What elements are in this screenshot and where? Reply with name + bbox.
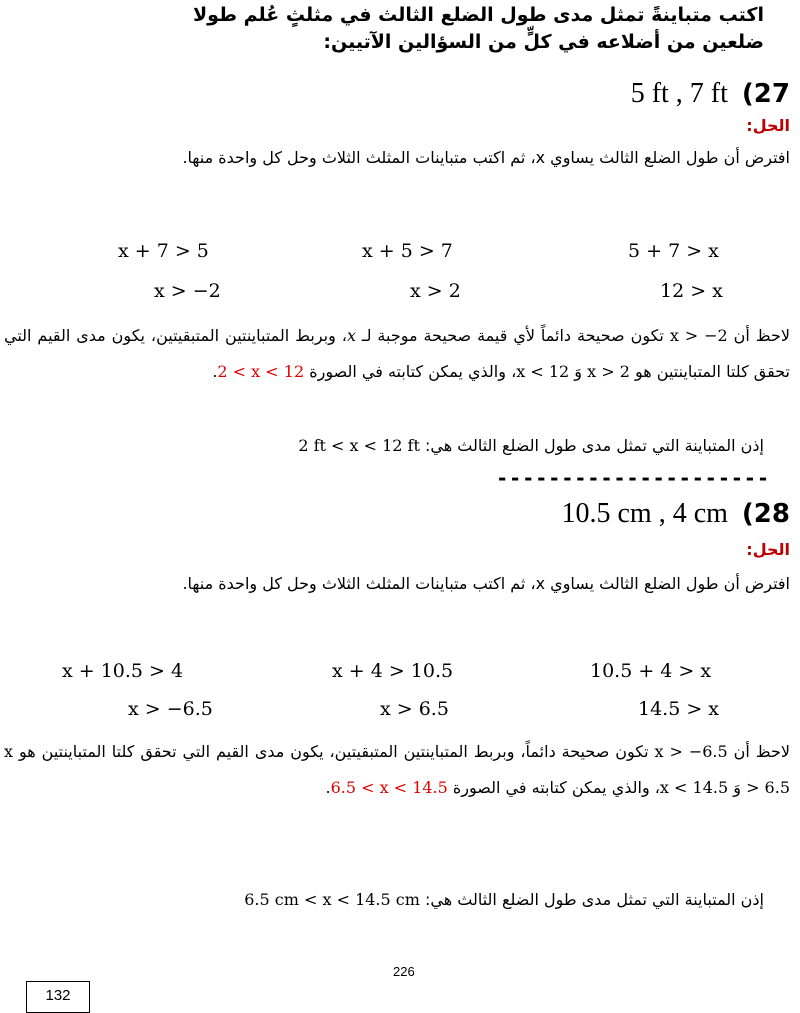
q28-note (4, 734, 790, 806)
q27-eq-2c: x > −2 (154, 280, 221, 302)
q27-eq-1a: 5 + 7 > x (628, 240, 719, 262)
q28-eq-1c: x + 10.5 > 4 (62, 660, 184, 682)
q27-note-period: . (212, 362, 218, 381)
q27-note (4, 318, 790, 390)
question-28-value: 10.5 cm , 4 cm (561, 498, 728, 529)
q27-solution-label: الحل: (746, 116, 790, 135)
q28-note-b: تكون صحيحة دائماً، وبربط المتباينتين المتبقيتين، يكون مدى القيم التي تحقق كلتا المتباينتين هو (13, 742, 655, 761)
q28-note-c-m2: x < 14.5 (659, 778, 729, 797)
q28-note-a: لاحظ أن (727, 742, 791, 761)
problem-header (164, 2, 764, 56)
q27-var-x: x (346, 326, 356, 345)
q28-note-period: . (325, 778, 331, 797)
q27-final-math: 2 ft < x < 12 ft (298, 436, 420, 455)
q28-eq-2a: 14.5 > x (638, 698, 720, 720)
q28-final (4, 882, 764, 918)
divider: --------------------- (496, 466, 770, 490)
q27-note-a: لاحظ أن (727, 326, 791, 345)
q27-note-b: تكون صحيحة دائماً لأي قيمة صحيحة موجبة لـ (355, 326, 670, 345)
q27-intro: افترض أن طول الضلع الثالث يساوي x، ثم اكتب متباينات المثلث الثلاث وحل كل واحدة منها. (182, 148, 790, 167)
q28-eq-1a: 10.5 + 4 > x (590, 660, 712, 682)
q27-note-d: ، والذي يمكن كتابته في الصورة (304, 362, 517, 381)
q28-final-math: 6.5 cm < x < 14.5 cm (244, 890, 420, 909)
q27-eq-1b: x + 5 > 7 (362, 240, 453, 262)
q27-eq-1c: x + 7 > 5 (118, 240, 209, 262)
q27-eq-2a: 12 > x (660, 280, 723, 302)
question-28-line (562, 498, 791, 530)
q28-eq-1b: x + 4 > 10.5 (332, 660, 454, 682)
question-27-value: 5 ft , 7 ft (630, 78, 728, 109)
q28-eq-2c: x > −6.5 (128, 698, 213, 720)
q28-note-d: ، والذي يمكن كتابته في الصورة (447, 778, 660, 797)
header-line-2: ضلعين من أضلاعه في كلٍّ من السؤالين الآتيين: (323, 31, 764, 53)
q27-note-range: 2 < x < 12 (217, 362, 305, 381)
q28-note-range: 6.5 < x < 14.5 (330, 778, 448, 797)
q27-note-a-math: x > −2 (669, 326, 728, 345)
question-27-line (631, 78, 790, 110)
q27-note-c: ، وبربط المتباينتين المتبقيتين، يكون مدى القيم التي تحقق كلتا المتباينتين هو (4, 326, 790, 381)
q27-final-prefix: إذن المتباينة التي تمثل مدى طول الضلع الثالث هي: (419, 436, 764, 455)
q28-note-c-and: وَ (728, 778, 747, 797)
question-27-number: (27 (741, 79, 790, 109)
q28-note-c-m1: x > 6.5 (4, 742, 790, 797)
q27-note-c-m1: x > 2 (587, 362, 630, 381)
q27-note-c-m2: x < 12 (516, 362, 570, 381)
question-28-number: (28 (741, 499, 790, 529)
q28-eq-2b: x > 6.5 (380, 698, 449, 720)
page-number: 226 (393, 964, 415, 979)
q28-solution-label: الحل: (746, 540, 790, 559)
q28-note-a-math: x > −6.5 (654, 742, 728, 761)
q27-eq-2b: x > 2 (410, 280, 461, 302)
q27-note-c-and: وَ (569, 362, 588, 381)
q28-intro: افترض أن طول الضلع الثالث يساوي x، ثم اكتب متباينات المثلث الثلاث وحل كل واحدة منها. (182, 574, 790, 593)
q28-final-prefix: إذن المتباينة التي تمثل مدى طول الضلع الثالث هي: (419, 890, 764, 909)
page-box-number: 132 (26, 981, 90, 1013)
q27-final (4, 428, 764, 464)
header-line-1: اكتب متباينةً تمثل مدى طول الضلع الثالث في مثلثٍ عُلم طولا (193, 4, 764, 26)
